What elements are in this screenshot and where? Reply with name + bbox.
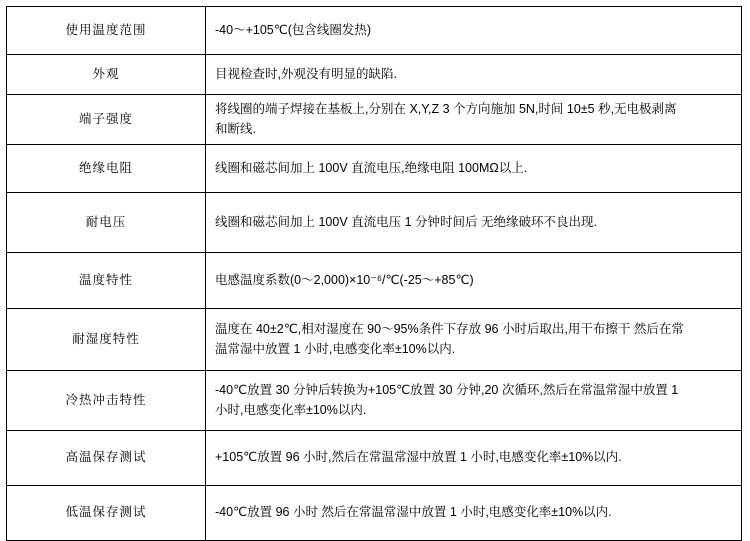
row-value-line: 温常湿中放置 1 小时,电感变化率±10%以内. <box>215 341 456 356</box>
table-row <box>7 193 742 253</box>
row-value <box>206 193 742 253</box>
row-value <box>206 7 742 55</box>
row-value-line: 将线圈的端子焊接在基板上,分别在 X,Y,Z 3 个方向施加 5N,时间 10±5 秒,无电极剥离 <box>215 102 677 117</box>
row-value-line: 线圈和磁芯间加上 100V 直流电压,绝缘电阻 100MΩ以上. <box>215 160 528 175</box>
table-row <box>7 55 742 95</box>
row-label: 低温保存测试 <box>7 486 206 541</box>
row-label: 高温保存测试 <box>7 431 206 486</box>
table-row <box>7 486 742 541</box>
row-value <box>206 431 742 486</box>
table-row <box>7 431 742 486</box>
row-value-line: 和断线. <box>215 121 256 136</box>
row-value-line: -40℃放置 30 分钟后转换为+105℃放置 30 分钟,20 次循环,然后在常温常湿中放置 1 <box>215 383 679 398</box>
row-value <box>206 309 742 371</box>
row-label: 耐电压 <box>7 193 206 253</box>
table-row <box>7 371 742 431</box>
row-value <box>206 253 742 309</box>
row-label: 端子强度 <box>7 95 206 145</box>
row-value <box>206 55 742 95</box>
row-value <box>206 486 742 541</box>
row-value-line: 线圈和磁芯间加上 100V 直流电压 1 分钟时间后 无绝缘破环不良出现. <box>215 214 597 229</box>
row-label: 外观 <box>7 55 206 95</box>
table-row <box>7 7 742 55</box>
row-label: 冷热冲击特性 <box>7 371 206 431</box>
row-value <box>206 371 742 431</box>
row-value-line: 温度在 40±2℃,相对湿度在 90～95%条件下存放 96 小时后取出,用干布擦干 然后在常 <box>215 322 684 337</box>
specification-table <box>6 6 742 541</box>
table-row <box>7 95 742 145</box>
row-value-line: 电感温度系数(0～2,000)×10⁻⁶/℃(-25～+85℃) <box>215 272 474 287</box>
table-body <box>7 7 742 541</box>
row-value <box>206 95 742 145</box>
table-row <box>7 145 742 193</box>
row-value <box>206 145 742 193</box>
row-value-line: -40℃放置 96 小时 然后在常温常湿中放置 1 小时,电感变化率±10%以内. <box>215 505 612 520</box>
row-value-line: 小时,电感变化率±10%以内. <box>215 402 367 417</box>
table-row <box>7 309 742 371</box>
row-label: 绝缘电阻 <box>7 145 206 193</box>
row-label: 使用温度范围 <box>7 7 206 55</box>
row-label: 温度特性 <box>7 253 206 309</box>
table-row <box>7 253 742 309</box>
row-value-line: -40～+105℃(包含线圈发热) <box>215 22 372 37</box>
row-value-line: 目视检查时,外观没有明显的缺陷. <box>215 66 397 81</box>
row-value-line: +105℃放置 96 小时,然后在常温常湿中放置 1 小时,电感变化率±10%以内. <box>215 450 622 465</box>
row-label: 耐湿度特性 <box>7 309 206 371</box>
